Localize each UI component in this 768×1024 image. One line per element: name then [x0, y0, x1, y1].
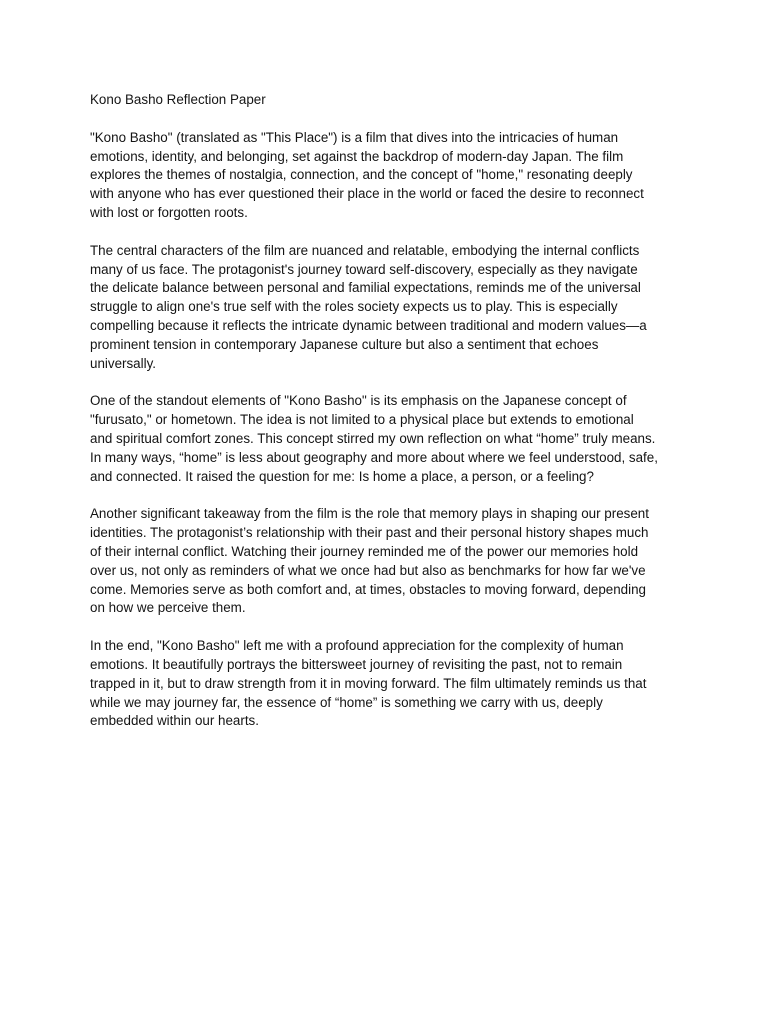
- paragraph-line: many of us face. The protagonist's journey toward self-discovery, especially as they navigate: [90, 261, 638, 277]
- paragraph-3: [90, 392, 690, 486]
- paragraph-line: emotions, identity, and belonging, set against the backdrop of modern-day Japan. The film: [90, 148, 624, 164]
- paragraph-line: trapped in it, but to draw strength from it in moving forward. The film ultimately reminds us that: [90, 675, 647, 691]
- paragraph-line: embedded within our hearts.: [90, 713, 259, 729]
- document-title: Kono Basho Reflection Paper: [90, 92, 266, 107]
- paragraph-line: "Kono Basho" (translated as "This Place") is a film that dives into the intricacies of human: [90, 129, 619, 145]
- paragraph-line: "furusato," or hometown. The idea is not limited to a physical place but extends to emotional: [90, 412, 634, 428]
- paragraph-line: emotions. It beautifully portrays the bittersweet journey of revisiting the past, not to remain: [90, 656, 623, 672]
- paragraph-line: compelling because it reflects the intricate dynamic between traditional and modern values—a: [90, 317, 647, 333]
- paragraph-2: [90, 242, 690, 374]
- paragraph-line: One of the standout elements of "Kono Basho" is its emphasis on the Japanese concept of: [90, 393, 627, 409]
- paragraph-5: [90, 637, 690, 731]
- paragraph-line: and connected. It raised the question for me: Is home a place, a person, or a feeling?: [90, 468, 594, 484]
- paragraph-1: [90, 129, 690, 223]
- document-body: [90, 91, 690, 750]
- paragraph-line: and spiritual comfort zones. This concept stirred my own reflection on what “home” truly means.: [90, 430, 656, 446]
- paragraph-line: of their internal conflict. Watching their journey reminded me of the power our memories hold: [90, 543, 639, 559]
- paragraph-line: prominent tension in contemporary Japanese culture but also a sentiment that echoes: [90, 336, 599, 352]
- paragraph-4: [90, 505, 690, 618]
- paragraph-line: come. Memories serve as both comfort and, at times, obstacles to moving forward, depending: [90, 581, 646, 597]
- paragraph-line: Another significant takeaway from the film is the role that memory plays in shaping our present: [90, 506, 649, 522]
- paragraph-line: The central characters of the film are nuanced and relatable, embodying the internal conflicts: [90, 242, 640, 258]
- paragraph-line: over us, not only as reminders of what we once had but also as benchmarks for how far we've: [90, 562, 646, 578]
- paragraph-line: In many ways, “home” is less about geography and more about where we feel understood, safe,: [90, 449, 658, 465]
- paragraph-line: explores the themes of nostalgia, connection, and the concept of "home," resonating deeply: [90, 167, 633, 183]
- paragraph-line: with lost or forgotten roots.: [90, 204, 248, 220]
- paragraph-line: struggle to align one's true self with the roles society expects us to play. This is especially: [90, 299, 618, 315]
- paragraph-line: while we may journey far, the essence of “home” is something we carry with us, deeply: [90, 694, 603, 710]
- paragraph-line: universally.: [90, 355, 156, 371]
- paragraph-line: the delicate balance between personal and familial expectations, reminds me of the universal: [90, 280, 641, 296]
- paragraph-line: identities. The protagonist’s relationship with their past and their personal history shapes much: [90, 525, 649, 541]
- paragraph-line: on how we perceive them.: [90, 600, 246, 616]
- paragraph-line: with anyone who has ever questioned their place in the world or faced the desire to reconnect: [90, 186, 644, 202]
- paragraph-line: In the end, "Kono Basho" left me with a profound appreciation for the complexity of human: [90, 638, 624, 654]
